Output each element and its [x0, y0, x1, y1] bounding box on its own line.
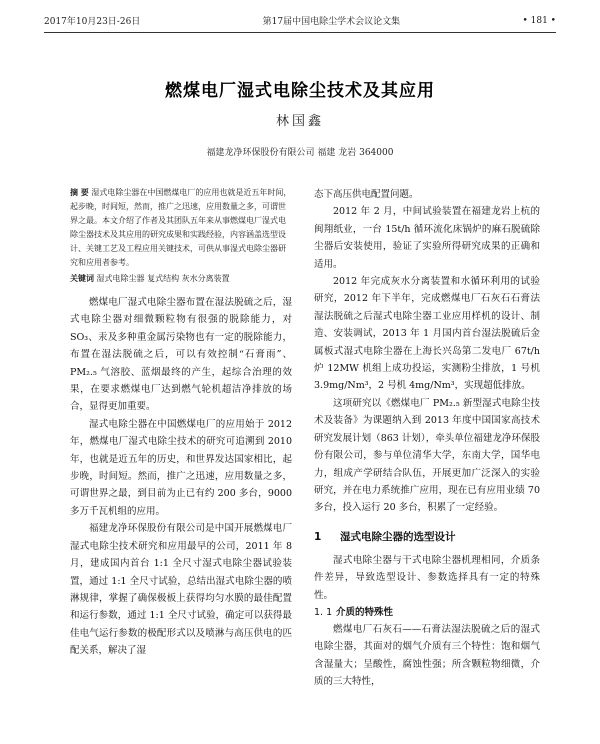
left-column: [70, 186, 292, 660]
header-conference: 第17届中国电除尘学术会议论文集: [262, 17, 401, 27]
body-paragraph: 这项研究以《燃煤电厂 PM₂.₅ 新型湿式电除尘技术及装备》为课题纳入到 2013 年度中国国家高技术研究发展计划（863 计划），牵头单位福建龙净环保股份有限公司，参与单位清华大学，东南大学，国华电力，组成产学研结合队伍，开展更加广泛深入的实验研究，并在电力系统推广应用，现在已有应用业绩 70 多台，投入运行 20 多台，积累了一定经验。: [314, 397, 540, 514]
author-affiliation: 福建龙净环保股份有限公司 福建 龙岩 364000: [206, 148, 394, 158]
keywords-text: 湿式电除尘器 复式结构 灰水分离装置: [96, 274, 230, 283]
body-paragraph: 福建龙净环保股份有限公司是中国开展燃煤电厂湿式电除尘技术研究和应用最早的公司，2011 年 8 月，建成国内首台 1:1 全尺寸湿式电除尘器试验装置，通过 1:1 全尺寸试验，总结出湿式电除尘器的喷淋规律，掌握了确保极板上获得均匀水膜的最佳配置和运行参数，通过 1:1 全尺寸试验，确定可以获得最佳电气运行参数的极配形式以及喷淋与高压供电的匹配关系，解决了湿: [70, 523, 292, 657]
body-paragraph: 2012 年 2 月，中间试验装置在福建龙岩上杭的闽翔纸业，一台 15t/h 循环流化床锅炉的麻石脱硫除尘器后安装使用，验证了实验所得研究成果的正确和适用。: [314, 206, 540, 270]
header-rule: [44, 32, 556, 33]
subsection-heading: [314, 604, 540, 621]
body-paragraph: 2012 年完成灰水分离装置和水循环利用的试验研究，2012 年下半年，完成燃煤电厂石灰石石膏法湿法脱硫之后湿式电除尘器工业应用样机的设计、制造、安装调试，2013 年 1 月国内首台湿法脱硫后金属板式湿式电除尘器在上海长兴岛第二发电厂 67t/h 炉 12MW 机组上成功投运，实测粉尘排放，1 号机 3.9mg/Nm³，2 号机 4mg/Nm³，实现超低排放。: [314, 276, 540, 392]
section-title: 湿式电除尘器的选型设计: [340, 530, 456, 543]
right-column: [314, 186, 540, 691]
abstract: [70, 186, 292, 270]
section-number: 1: [314, 530, 322, 543]
body-paragraph: 湿式电除尘器在中国燃煤电厂的应用始于 2012 年，燃煤电厂湿式电除尘技术的研究可追溯到 2010 年，也就是近五年的历史，和世界发达国家相比，起步晚，时间短。然而，推广之迅速，应用数量之多，可谓世界之最，到目前为止已有约 200 多台，9000 多万千瓦机组的应用。: [70, 418, 292, 517]
running-header: [44, 14, 556, 27]
subsection-title: 介质的特殊性: [336, 606, 394, 618]
header-page-number: • 181 •: [522, 15, 556, 26]
body-paragraph: 湿式电除尘器与干式电除尘器机理相同，介质条件差异，导致选型设计、参数选择具有一定的特殊性。: [314, 554, 540, 601]
keywords-label: 关键词: [70, 274, 94, 283]
abstract-label: 摘 要: [70, 188, 89, 197]
subsection-number: 1. 1: [314, 606, 333, 618]
section-heading: [314, 529, 540, 544]
header-date: 2017年10月23日-26日: [44, 17, 141, 27]
paper-title: 燃煤电厂湿式电除尘技术及其应用: [165, 81, 435, 101]
continued-paragraph: 态下高压供电配置问题。: [314, 189, 419, 200]
abstract-text: 湿式电除尘器在中国燃煤电厂的应用也就是近五年时间，起步晚，时间短，然而，推广之迅速，应用数量之多，可谓世界之最。本文介绍了作者及其团队五年来从事燃煤电厂湿式电除尘器技术及其应用的研究成果和实践经验，内容涵盖选型设计、关键工艺及工程应用关键技术，可供从事湿式电除尘器研究和应用者参考。: [70, 188, 292, 267]
body-paragraph: 燃煤电厂湿式电除尘器布置在湿法脱硫之后，湿式电除尘器对细微颗粒物有很强的脱除能力，对 SO₃、汞及多种重金属污染物也有一定的脱除能力，布置在湿法脱硫之后，可以有效控制“石膏雨”、PM₂.₅ 气溶胶、蓝烟最终的产生，起综合治理的效果，在要求燃煤电厂达到燃气轮机超洁净排放的场合，显得更加重要。: [70, 297, 292, 413]
body-paragraph: 燃煤电厂石灰石——石膏法湿法脱硫之后的湿式电除尘器，其面对的烟气介质有三个特性：饱和烟气含湿量大；呈酸性，腐蚀性强；所含颗粒物细微，介质的三大特性，: [314, 623, 540, 688]
paper-author: 林国鑫: [275, 114, 324, 129]
keywords: [70, 272, 292, 286]
